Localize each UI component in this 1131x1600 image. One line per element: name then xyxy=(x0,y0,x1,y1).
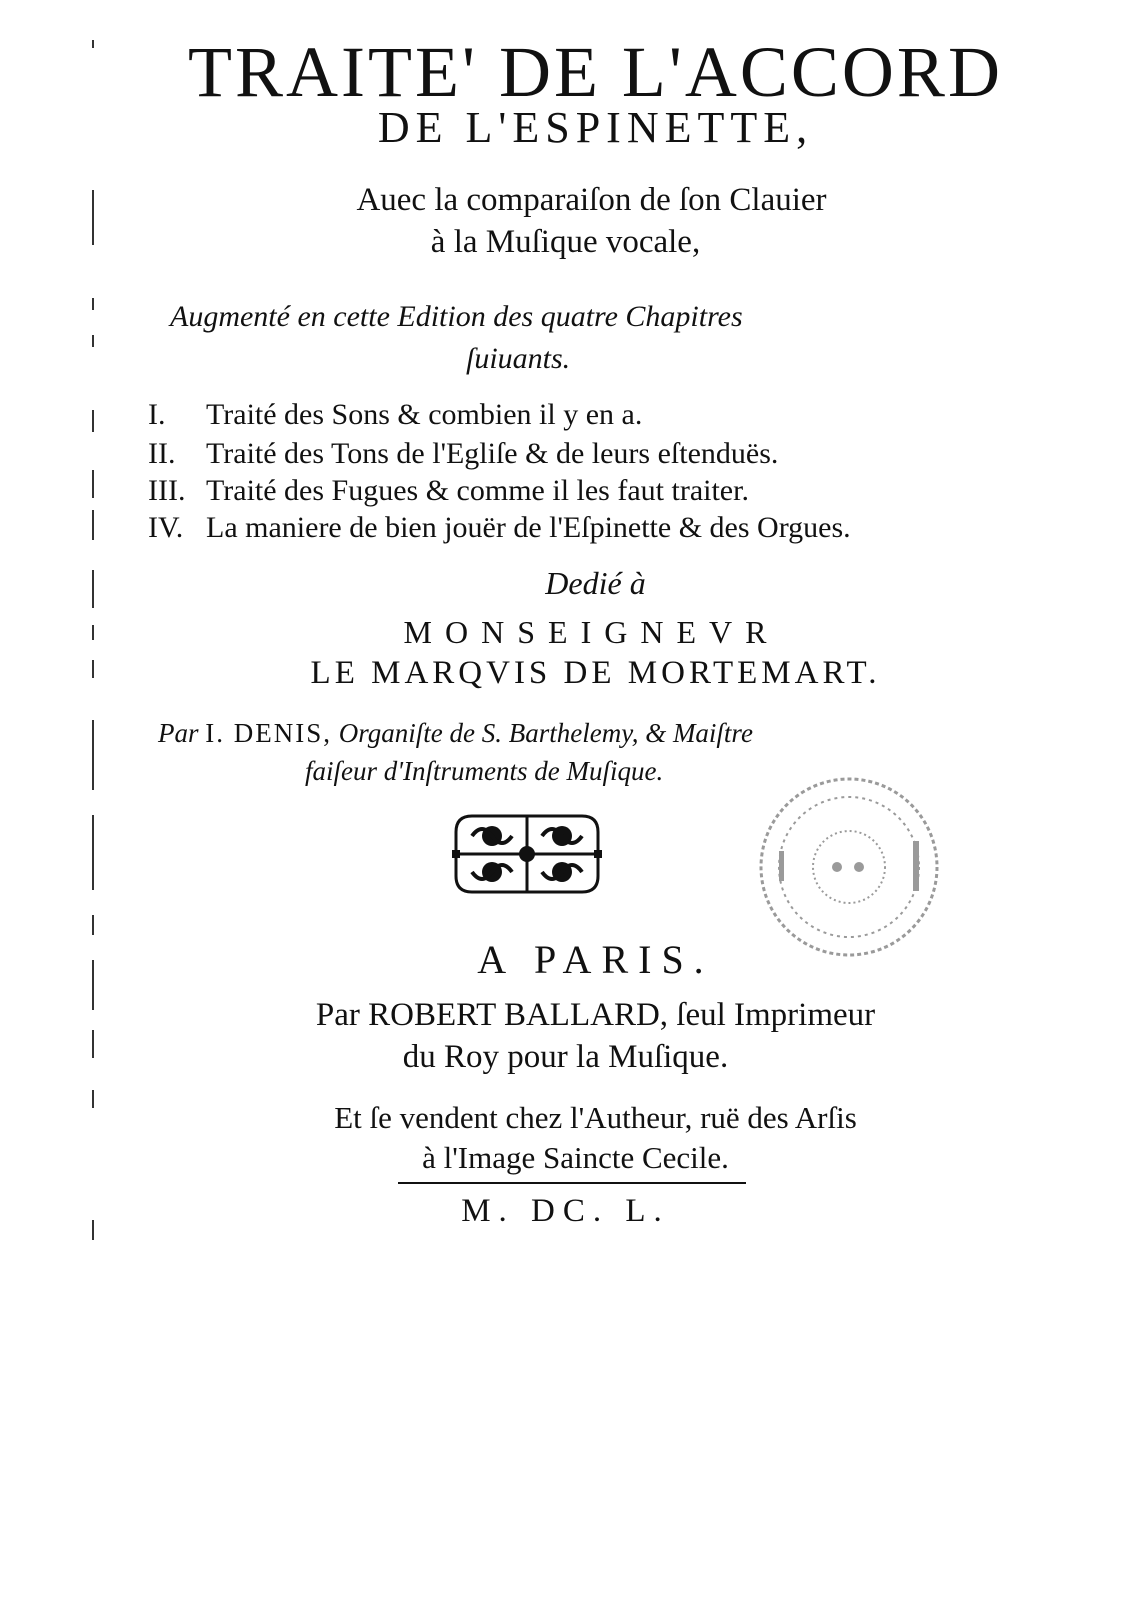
dedication: Dedié à xyxy=(545,565,646,601)
printer-ornament-icon xyxy=(452,806,602,902)
printer-line-2: du Roy pour la Muſique. xyxy=(402,1039,729,1075)
title-line-1: TRAITE' DE L'ACCORD xyxy=(188,32,1003,112)
chapter-item xyxy=(148,473,749,509)
author-line-2: faiſeur d'Inſtruments de Muſique. xyxy=(305,756,664,786)
author-prefix: Par xyxy=(158,718,199,748)
author-role: Organiſte de S. Barthelemy, & Maiſtre xyxy=(338,718,753,748)
chapter-text: Traité des Fugues & comme il les faut traiter. xyxy=(206,474,749,507)
chapter-number: II. xyxy=(148,437,176,470)
chapter-item xyxy=(148,397,642,433)
author-name: I. DENIS, xyxy=(205,718,332,748)
chapter-item xyxy=(148,436,778,472)
author-line-1 xyxy=(158,715,753,751)
augmente-line-2: ſuiuants. xyxy=(466,342,571,375)
subtitle-line-1: Auec la comparaiſon de ſon Clauier xyxy=(356,182,827,218)
subtitle-line-2: à la Muſique vocale, xyxy=(430,224,701,260)
printer-line-1: Par ROBERT BALLARD, ſeul Imprimeur xyxy=(315,997,876,1033)
marquis: LE MARQVIS DE MORTEMART. xyxy=(310,655,881,691)
chapter-number: IV. xyxy=(148,511,184,544)
monseigneur: MONSEIGNEVR xyxy=(403,614,780,650)
chapter-text: Traité des Tons de l'Egliſe & de leurs eſtenduës. xyxy=(206,437,779,470)
chapter-number: III. xyxy=(148,474,186,507)
sold-line-2: à l'Image Saincte Cecile. xyxy=(422,1140,729,1175)
chapter-text: La maniere de bien jouër de l'Eſpinette & des Orgues. xyxy=(206,511,851,544)
place-of-publication: A PARIS. xyxy=(477,937,714,982)
publication-year: M. DC. L. xyxy=(461,1193,670,1229)
chapter-number: I. xyxy=(148,398,166,431)
divider-rule xyxy=(398,1182,746,1184)
title-line-2: DE L'ESPINETTE, xyxy=(377,103,814,152)
chapter-item xyxy=(148,510,851,546)
sold-line-1: Et ſe vendent chez l'Autheur, ruë des Arſis xyxy=(334,1100,857,1135)
chapter-text: Traité des Sons & combien il y en a. xyxy=(206,398,643,431)
augmente-line-1: Augmenté en cette Edition des quatre Chapitres xyxy=(170,300,743,333)
